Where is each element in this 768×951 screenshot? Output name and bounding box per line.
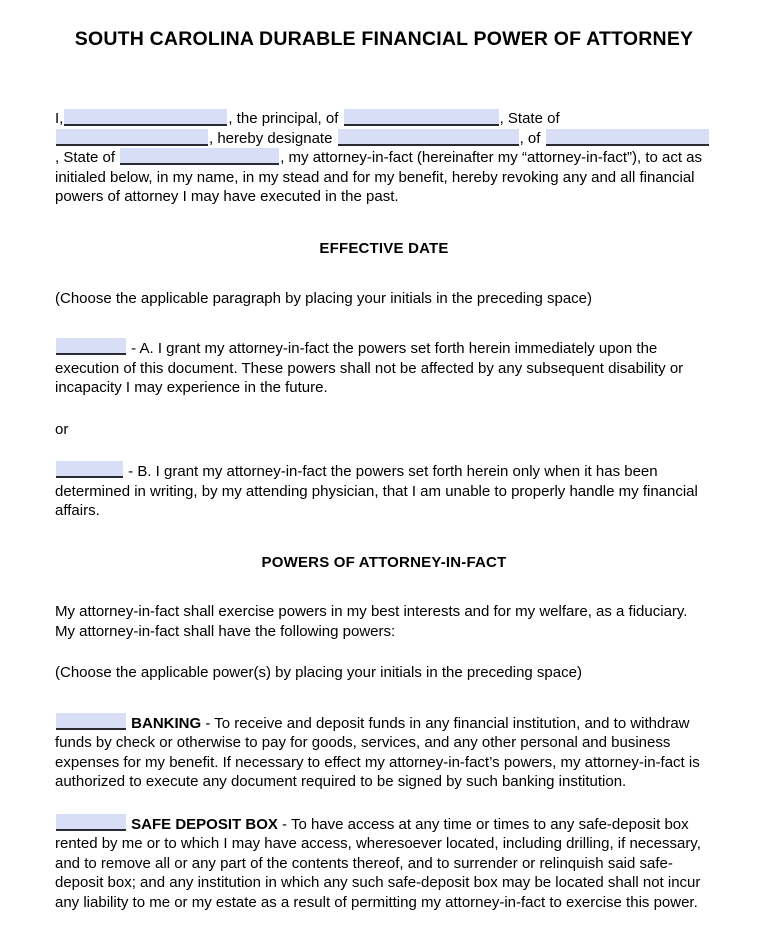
spacer-before-or [55,398,713,420]
page-title: SOUTH CAROLINA DURABLE FINANCIAL POWER OF ATTORNEY [74,28,694,50]
option-b-text: - B. I grant my attorney-in-fact the powers set forth herein only when it has been determined in writing, by my attending physician, that I am unable to properly handle my financial affairs. [55,463,698,520]
agent-name-field[interactable] [338,129,519,146]
spacer-after-powers-heading [55,572,713,602]
spacer-before-banking [55,683,713,713]
spacer-before-powers-instruction [55,641,713,663]
powers-preamble: My attorney-in-fact shall exercise powers in my best interests and for my welfare, as a fiduciary. My attorney-in-fact shall have the following powers: [55,603,688,640]
spacer-before-option-a [55,308,713,338]
powers-instruction: (Choose the applicable power(s) by placing your initials in the preceding space) [55,664,582,682]
principal-address-field[interactable] [56,129,208,146]
initials-option-b-field[interactable] [56,461,123,478]
effective-date-option-b [55,461,710,521]
spacer-before-option-b [55,439,713,461]
principal-city-field[interactable] [344,109,499,126]
spacer-before-powers [55,521,713,554]
effective-date-instruction: (Choose the applicable paragraph by placing your initials in the preceding space) [55,289,592,307]
intro-after-state: , my attorney-in-fact (hereinafter my “attorney-in-fact”), to act as initialed below, in my name, in my stead and for my benefit, hereby revoking any and all financial powers of attorney I may have executed in the past. [55,149,703,206]
initials-option-a-field[interactable] [56,338,126,355]
power-item-safe-deposit-box [55,814,710,913]
effective-date-option-a [55,338,710,398]
spacer-before-safe-deposit [55,792,713,814]
power-label-safe-deposit-box: SAFE DEPOSIT BOX [131,815,278,833]
intro-after-agent: , State of [55,149,116,167]
intro-lead: I, [55,110,64,128]
spacer-after-effective-heading [55,259,713,289]
option-a-text: - A. I grant my attorney-in-fact the powers set forth herein immediately upon the execution of this document. These powers shall not be affected by any subsequent disability or incapacity I may experience in the future. [55,340,684,397]
or-separator: or [55,420,69,438]
intro-after-city: , State of [499,110,560,128]
power-text-banking: - To receive and deposit funds in any financial institution, and to withdraw funds by check or otherwise to pay for goods, services, and any other personal and business expenses for my benefit. If necessary to effect my attorney-in-fact’s powers, my attorney-in-fact is authorized to execute any document required to be signed by such banking institution. [55,714,700,791]
initials-safe-deposit-field[interactable] [56,814,126,831]
power-text-safe-deposit-box: - To have access at any time or times to any safe-deposit box rented by me or to which I may have access, wheresoever located, including drilling, if necessary, and to remove all or any part of the contents thereof, and to surrender or relinquish said safe-deposit box; and any institution in which any such safe-deposit box may be located shall not incur any liability to me or my estate as a result of permitting my attorney-in-fact to exercise this power. [55,815,701,911]
intro-after-name: , the principal, of [228,110,339,128]
power-label-banking: BANKING [131,714,202,732]
power-item-banking [55,713,710,792]
spacer-before-effective-date [55,207,713,240]
principal-name-field[interactable] [64,109,227,126]
intro-after-designate: , of [519,129,541,147]
spacer-after-title [55,51,713,109]
agent-city-field[interactable] [546,129,709,146]
intro-paragraph [55,109,710,207]
initials-banking-field[interactable] [56,713,126,730]
effective-date-heading: EFFECTIVE DATE [319,239,449,257]
powers-heading: POWERS OF ATTORNEY-IN-FACT [261,553,507,571]
intro-after-addr: , hereby designate [209,129,333,147]
agent-state-field[interactable] [120,148,279,165]
